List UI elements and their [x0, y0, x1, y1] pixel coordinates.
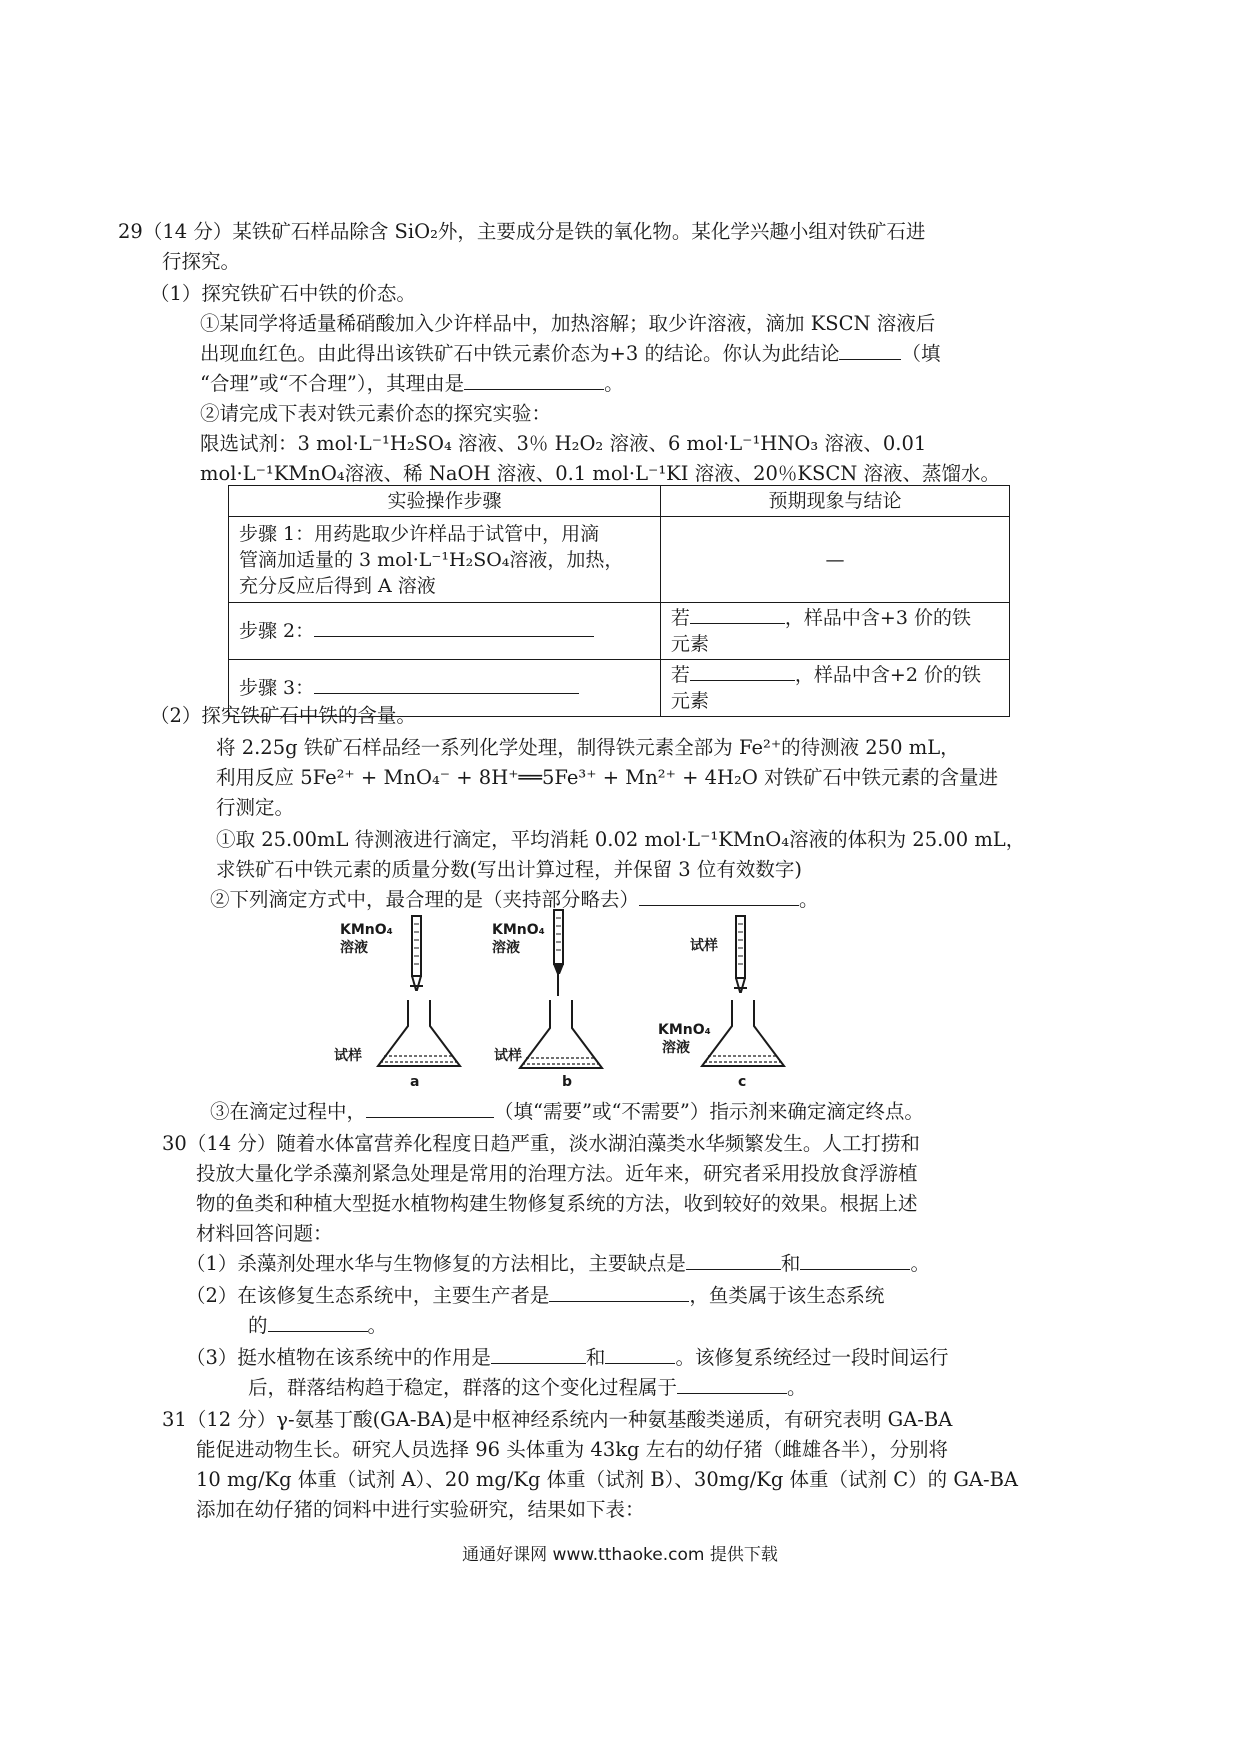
q31-line2: 能促进动物生长。研究人员选择 96 头体重为 43kg 左右的幼仔猪（雌雄各半），分别将: [196, 1438, 948, 1461]
q30-q3-line2: 后，群落结构趋于稳定，群落的这个变化过程属于 。: [248, 1376, 807, 1399]
table-row: [229, 603, 1010, 660]
q29-part2-step3: ③在滴定过程中， （填“需要”或“不需要”）指示剂来确定滴定终点。: [210, 1100, 924, 1123]
label-kmno4-c: KMnO₄: [658, 1022, 711, 1038]
answer-blank-q30-1a[interactable]: [686, 1251, 781, 1270]
reagents-line2: mol·L⁻¹KMnO₄溶液、稀 NaOH 溶液、0.1 mol·L⁻¹KI 溶液、20％KSCN 溶液、蒸馏水。: [200, 462, 1001, 485]
answer-blank-q30-1b[interactable]: [800, 1251, 910, 1270]
step1-cell: [229, 517, 661, 603]
apparatus-c: [658, 916, 784, 1090]
q29-intro-line2: 行探究。: [162, 250, 241, 273]
q29-part1-step1-line1: ①某同学将适量稀硝酸加入少许样品中，加热溶解；取少许溶液，滴加 KSCN 溶液后: [200, 312, 936, 335]
q29-part2-line2: 利用反应 5Fe²⁺ + MnO₄⁻ + 8H⁺══5Fe³⁺ + Mn²⁺ + 4H₂O 对铁矿石中铁元素的含量进: [216, 766, 999, 789]
q29-part1-title: （1）探究铁矿石中铁的价态。: [150, 282, 416, 305]
label-sample-c: 试样: [690, 938, 718, 954]
label-kmno4-b: KMnO₄: [492, 922, 545, 938]
table-row: [229, 517, 1010, 603]
answer-blank-step3[interactable]: [314, 675, 579, 694]
apparatus-b: [492, 910, 602, 1090]
q31-line1: 31（12 分）γ-氨基丁酸(GA-BA)是中枢神经系统内一种氨基酸类递质，有研究表明 GA-BA: [162, 1408, 953, 1431]
label-solution-c: 溶液: [662, 1040, 690, 1056]
q29-part1-step1-line3: “合理”或“不合理”），其理由是 。: [200, 372, 624, 395]
label-solution-a: 溶液: [340, 940, 368, 956]
q30-q2-line2: 的 。: [248, 1314, 388, 1337]
q31-line4: 添加在幼仔猪的饲料中进行实验研究，结果如下表：: [196, 1498, 645, 1521]
label-a: a: [410, 1074, 420, 1090]
table-header-row: [229, 486, 1010, 517]
step1-line: 充分反应后得到 A 溶液: [239, 574, 436, 597]
q30-line4: 材料回答问题：: [196, 1222, 333, 1245]
q29-part2-line3: 行测定。: [216, 796, 295, 819]
answer-blank-q30-3a[interactable]: [491, 1345, 586, 1364]
table-header-result: 预期现象与结论: [660, 486, 1009, 517]
q29-part2-step2: ②下列滴定方式中，最合理的是（夹持部分略去） 。: [210, 888, 819, 911]
step1-result-cell: —: [660, 517, 1009, 603]
q29-part2-step1-line2: 求铁矿石中铁元素的质量分数(写出计算过程，并保留 3 位有效数字): [216, 858, 803, 881]
answer-blank-titration[interactable]: [639, 887, 799, 906]
q30-line3: 物的鱼类和种植大型挺水植物构建生物修复系统的方法，收到较好的效果。根据上述: [196, 1192, 918, 1215]
answer-blank-step3-result[interactable]: [690, 662, 795, 681]
answer-blank-step2[interactable]: [314, 618, 594, 637]
step2-cell: 步骤 2：: [229, 603, 661, 660]
answer-blank-1[interactable]: [839, 341, 901, 360]
label-sample-a: 试样: [334, 1048, 362, 1064]
q30-line2: 投放大量化学杀藻剂紧急处理是常用的治理方法。近年来，研究者采用投放食浮游植: [196, 1162, 918, 1185]
table-header-step: 实验操作步骤: [229, 486, 661, 517]
step3-result-cell: 若 ，样品中含+2 价的铁 元素: [660, 660, 1009, 717]
titration-figure: [334, 910, 900, 1090]
q30-q1: （1）杀藻剂处理水华与生物修复的方法相比，主要缺点是 和 。: [186, 1252, 930, 1275]
q29-part1-step2: ②请完成下表对铁元素价态的探究实验：: [200, 402, 552, 425]
label-c: c: [738, 1074, 747, 1090]
page-footer: 通通好课网 www.tthaoke.com 提供下载: [462, 1545, 778, 1565]
q30-q2: （2）在该修复生态系统中，主要生产者是 ，鱼类属于该生态系统: [186, 1284, 885, 1307]
q31-line3: 10 mg/Kg 体重（试剂 A）、20 mg/Kg 体重（试剂 B）、30mg/Kg 体重（试剂 C）的 GA-BA: [196, 1468, 1018, 1491]
step3-cell: 步骤 3：: [229, 660, 661, 717]
step2-result-cell: 若 ，样品中含+3 价的铁 元素: [660, 603, 1009, 660]
q29-part2-line1: 将 2.25g 铁矿石样品经一系列化学处理，制得铁元素全部为 Fe²⁺的待测液 250 mL，: [216, 736, 960, 759]
q29-intro-line1: 29（14 分）某铁矿石样品除含 SiO₂外，主要成分是铁的氧化物。某化学兴趣小组对铁矿石进: [118, 220, 926, 243]
answer-blank-2[interactable]: [464, 371, 604, 390]
label-b: b: [562, 1074, 573, 1090]
answer-blank-step2-result[interactable]: [690, 605, 785, 624]
q29-part1-step1-line2: 出现血红色。由此得出该铁矿石中铁元素价态为+3 的结论。你认为此结论 （填: [200, 342, 941, 365]
q29-part2-title: （2）探究铁矿石中铁的含量。: [150, 704, 416, 727]
q30-q3: （3）挺水植物在该系统中的作用是 和 。该修复系统经过一段时间运行: [186, 1346, 949, 1369]
apparatus-a: [334, 916, 460, 1090]
q29-part2-step1-line1: ①取 25.00mL 待测液进行滴定，平均消耗 0.02 mol·L⁻¹KMnO₄溶液的体积为 25.00 mL，: [216, 828, 1026, 851]
answer-blank-q30-2a[interactable]: [549, 1283, 689, 1302]
label-solution-b: 溶液: [492, 940, 520, 956]
experiment-table: [228, 485, 1010, 717]
answer-blank-indicator[interactable]: [366, 1099, 494, 1118]
answer-blank-q30-3b[interactable]: [605, 1345, 675, 1364]
q30-line1: 30（14 分）随着水体富营养化程度日趋严重，淡水湖泊藻类水华频繁发生。人工打捞和: [162, 1132, 920, 1155]
answer-blank-q30-2b[interactable]: [268, 1313, 368, 1332]
label-sample-b: 试样: [494, 1048, 522, 1064]
reagents-line1: 限选试剂：3 mol·L⁻¹H₂SO₄ 溶液、3％ H₂O₂ 溶液、6 mol·L⁻¹HNO₃ 溶液、0.01: [200, 432, 927, 455]
step1-line: 管滴加适量的 3 mol·L⁻¹H₂SO₄溶液，加热，: [239, 548, 624, 571]
step1-line: 步骤 1：用药匙取少许样品于试管中，用滴: [239, 522, 600, 545]
answer-blank-q30-3c[interactable]: [677, 1375, 787, 1394]
label-kmno4-a: KMnO₄: [340, 922, 393, 938]
